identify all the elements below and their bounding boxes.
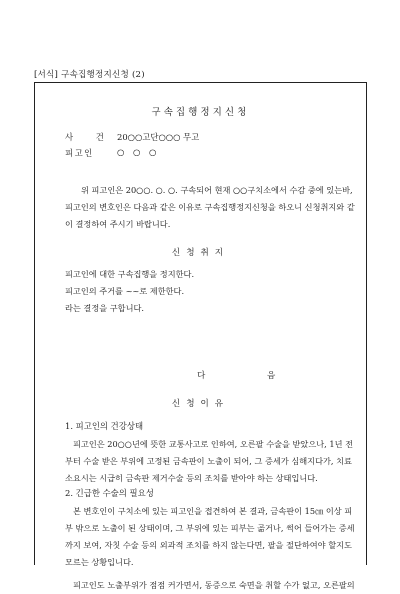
purpose-line: 라는 결정을 구합니다. xyxy=(65,303,144,313)
document-title: 구속집행정지신청 xyxy=(151,107,250,118)
defendant-value: ○ ○ ○ xyxy=(117,147,157,157)
purpose-line: 피고인의 주거를 ~~로 제한한다. xyxy=(65,286,185,296)
document-frame xyxy=(34,82,367,590)
section-title: 1. 피고인의 건강상태 xyxy=(65,421,144,431)
case-label: 사 건 xyxy=(65,132,114,142)
next-heading-da: 다 xyxy=(197,371,206,381)
continued-paragraph: 피고인도 노출부위가 점점 커가면서, 동증으로 숙면을 취할 수가 없고, 오른팔의 xyxy=(73,580,355,590)
section-paragraph: 본 변호인이 구치소에 있는 피고인을 접견하여 본 결과, 금속판이 15㎝ 이상 피부 밖으로 노출이 된 상태이며, 그 부위에 있는 피부는 곪거나, 썩어 들어가는 증세까지 보여, 자칫 수술 등의 외과적 조치를 하지 않는다면, 팔을 절단하여야 할지도 모르는 상황입니다. xyxy=(65,506,355,567)
purpose-block xyxy=(65,266,355,317)
next-heading-eum: 음 xyxy=(267,371,276,381)
case-value: 20○○고단○○○ 무고 xyxy=(117,132,200,142)
intro-paragraph: 위 피고인은 20○○. ○. ○. 구속되어 현재 ○○구치소에서 수감 중에 있는바, 피고인의 변호인은 다음과 같은 이유로 구속집행정지신청을 하오니 신청취지와 같이 결정하여 주시기 바랍니다. xyxy=(65,185,355,229)
section-title: 2. 긴급한 수술의 필요성 xyxy=(65,488,154,498)
purpose-line: 피고인에 대한 구속집행을 정지한다. xyxy=(65,269,195,279)
form-caption: [서식] 구속집행정지신청 (2) xyxy=(34,70,145,80)
defendant-label: 피고인 xyxy=(65,148,94,158)
reason-heading: 신청이유 xyxy=(171,399,230,409)
section-paragraph: 피고인은 20○○년에 뜻한 교통사고로 인하여, 오른팔 수술을 받았으나, 1년 전부터 수술 받은 부위에 고정된 금속판이 노출이 되어, 그 증세가 심해지다가, 치료소요시는 시급히 금속판 제거수술 등의 조치를 받아야 하는 상태입니다. xyxy=(65,439,353,483)
purpose-heading: 신청취지 xyxy=(171,248,230,258)
